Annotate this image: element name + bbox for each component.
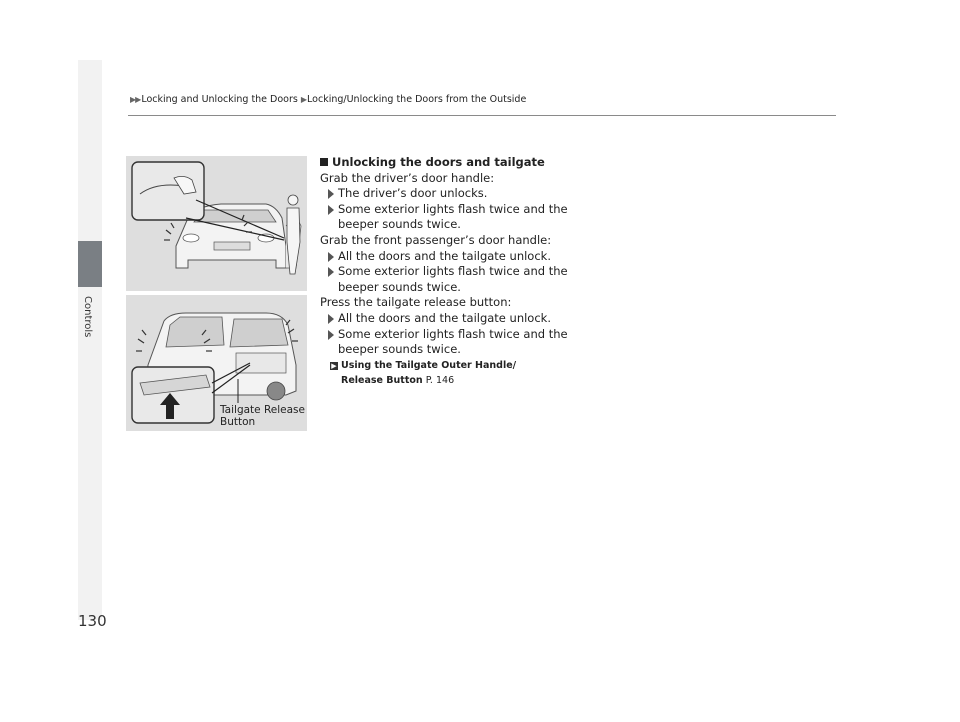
reference-icon: ▶	[331, 361, 337, 370]
breadcrumb-item-1[interactable]: Locking and Unlocking the Doors	[141, 94, 298, 105]
instruction-lead: Grab the driver’s door handle:	[320, 170, 495, 185]
instruction-step: All the doors and the tailgate unlock.	[320, 249, 570, 265]
arrow-right-icon	[328, 314, 334, 324]
arrow-right-icon	[328, 205, 334, 215]
chevron-right-icon: ▶▶	[130, 95, 141, 104]
header-divider	[128, 115, 836, 116]
instruction-step: The driver’s door unlocks.	[320, 186, 570, 202]
cross-reference-link[interactable]: ▶ Using the Tailgate Outer Handle/ Release Button P. 146	[331, 359, 517, 386]
instruction-lead: Press the tailgate release button:	[320, 295, 512, 310]
instruction-step: Some exterior lights flash twice and the	[320, 202, 570, 218]
instruction-step: Some exterior lights flash twice and the	[320, 264, 570, 280]
square-bullet-icon	[320, 158, 328, 166]
illustration-driver-door	[126, 156, 307, 291]
sidebar-tab-marker	[78, 241, 102, 287]
instruction-step-continued: beeper sounds twice.	[338, 217, 461, 232]
arrow-right-icon	[328, 189, 334, 199]
section-title: Unlocking the doors and tailgate	[320, 155, 570, 171]
reference-page: P. 146	[425, 374, 455, 386]
arrow-right-icon	[328, 267, 334, 277]
sidebar-label: Controls	[82, 296, 93, 338]
callout-tailgate-release-button	[220, 404, 306, 428]
instructions	[320, 155, 570, 388]
chevron-right-icon: ▶	[300, 95, 307, 104]
callout-line-2: Button	[220, 416, 256, 428]
sidebar-strip	[78, 60, 102, 620]
breadcrumb-item-2[interactable]: Locking/Unlocking the Doors from the Outside	[307, 94, 527, 105]
breadcrumb	[130, 94, 526, 105]
callout-line-1: Tailgate Release	[220, 404, 305, 416]
instruction-step-continued: beeper sounds twice.	[338, 279, 461, 294]
instruction-step: Some exterior lights flash twice and the	[320, 327, 570, 343]
page-number: 130	[78, 612, 107, 630]
instruction-lead: Grab the front passenger’s door handle:	[320, 232, 552, 247]
arrow-right-icon	[328, 252, 334, 262]
arrow-right-icon	[328, 330, 334, 340]
instruction-step-continued: beeper sounds twice.	[338, 342, 461, 357]
instruction-step: All the doors and the tailgate unlock.	[320, 311, 570, 327]
